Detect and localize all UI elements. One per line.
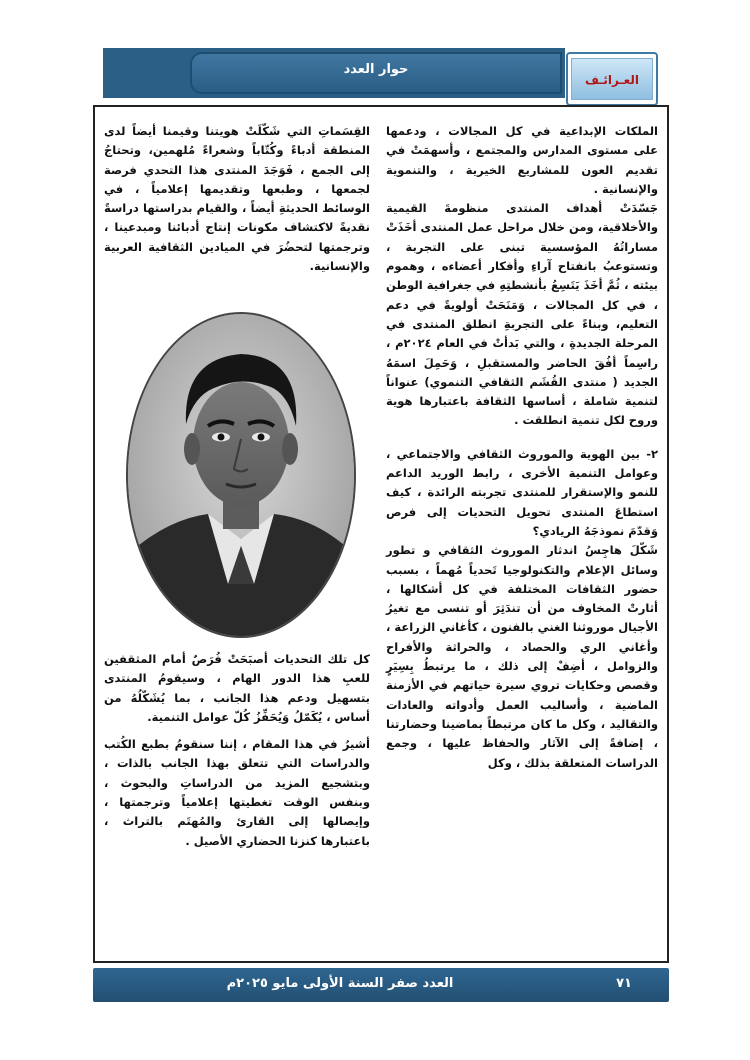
left-column-bottom bbox=[104, 650, 370, 851]
paragraph: جَسّدَتْ أهداف المنتدى منظومةَ القيمية والأخلاقية، ومن خلال مراحل عمل المنتدى أخَذَتْ مساراتُهُ المؤسسية تبنى على التجربة ، وتستوعبُ بانفتاح آراءِ وأفكار أعضاءه ، وهموم بيئته ، ثُمَّ أخَذَ يَتَسِعُ بأنشطتِهِ في جغرافية الوطن ، في كل المجالات ، وَمَنَحَتْ أولويةً في دعم التعليم، وبناءً على التجربةِ انطلق المنتدى في المرحلة الجديدةِ ، والتي بَدأتْ في العام ٢٠٢٤م ، راسِماً أفُقَ الحاضر والمستقبلِ ، وَحَمِلَ اسمَهُ الجديد ( منتدى القُشَم الثقافي التنموي) عنواناً لتنمية شاملة ، أساسها الثقافة باعتبارها هوية وروح لكل تنمية انطلقت . bbox=[386, 201, 658, 428]
logo-background bbox=[571, 58, 653, 100]
paragraph: القِسَماتِ التي شَكّلَتْ هويتنا وقيمنا أيضاً لدى المنطقة أدباءً وكُتّاباً وشعراءً مُلهمين، وتحتاجُ إلى الجمع ، فَوَجَدَ المنتدى هذا التحدي فرصة لجمعها ، وطبعها وتقديمها إعلامياً ، في الوسائط الحديثةِ أيضاً ، والقيام بدراستها دراسةً نقديةً لاكتشاف مكونات إنتاج أدبائنا ومبدعينا ، وترجمتها لتحضُرَ في الميادين الثقافية العربية والإنسانية. bbox=[104, 124, 370, 274]
portrait-photo bbox=[126, 312, 356, 638]
left-column-top bbox=[104, 122, 370, 276]
section-title: حوار العدد bbox=[343, 62, 409, 77]
portrait-illustration bbox=[128, 314, 354, 636]
paragraph: كل تلك التحديات أصبَحَتْ فُرَصٌ أمام المثقفين للعبِ هذا الدور الهام ، وسيقومُ المنتدى بتسهيل ودعم هذا الجانب ، بما يُشَكّلُهُ من أساس ، يُكَمّلُ وَيُحَفِّزُ كُلّ عوامل التنمية. bbox=[104, 652, 370, 724]
magazine-logo bbox=[566, 52, 658, 106]
right-column bbox=[386, 122, 658, 773]
logo-text: العـرائـف bbox=[585, 73, 639, 87]
question-paragraph: ٢- بين الهوية والموروث الثقافي والاجتماعي ، وعوامل التنمية الأخرى ، رابط الوريد الداعم للنمو والإستقرار للمنتدى تجربته الرائدة ، كيف استطاعَ المنتدى تحويل التحديات إلى فرص وَقدّمَ نموذجَهُ الريادي؟ bbox=[386, 446, 658, 538]
page-number: ٧١ bbox=[616, 976, 632, 991]
paragraph: شَكّلَ هاجِسُ اندثار الموروث الثقافي و تطور وسائل الإعلام والتكنولوجيا تَحدياً مُهماً ، بسبب حضور الثقافات المختلفة في كل أشكالها ، أثارتْ المخاوف من أن تندَثِرَ أو تنسى مع تغيرُ الأجيال موروثنا الغني بالفنون ، كأغاني الزراعة ، وأغاني الري والحصاد ، والحراثة والأفراح والزوامل ، أضِفْ إلى ذلك ، ما يرتبطُ بِسِيَرٍ وقصص وحكايات تروي سيرة حياتهم في الأزمنة الماضية ، وأساليب العمل وأدواته والعادات والتقاليد ، وكل ما كان مرتبطاً بماضينا وحضارتنا ، إضافةً إلى الآثار والحفاظ عليها ، وجمع الدراسات المتعلقة بذلك ، وكل bbox=[386, 543, 658, 770]
issue-info: العدد صفر السنة الأولى مايو ٢٠٢٥م bbox=[226, 976, 454, 991]
paragraph: الملكات الإبداعية في كل المجالات ، ودعمها على مستوى المدارس والمجتمع ، وأسهمَتْ في تقديم العون للمشاريع الخيرية ، والتنموية والإنسانية . bbox=[386, 124, 658, 196]
paragraph: أشيرُ في هذا المقام ، إننا سنقومُ بطبع الكُتب والدراسات التي تتعلق بهذا الجانب بالذات ، وبتشجيع المزيد من الدراساتِ والبحوث ، وبنفس الوقت تغطيتها إعلامياً وترجمتها ، وإيصالها إلى القارئ والمُهتَم بالتراث ، باعتبارها كنزنا الحضاري الأصيل . bbox=[104, 737, 370, 848]
